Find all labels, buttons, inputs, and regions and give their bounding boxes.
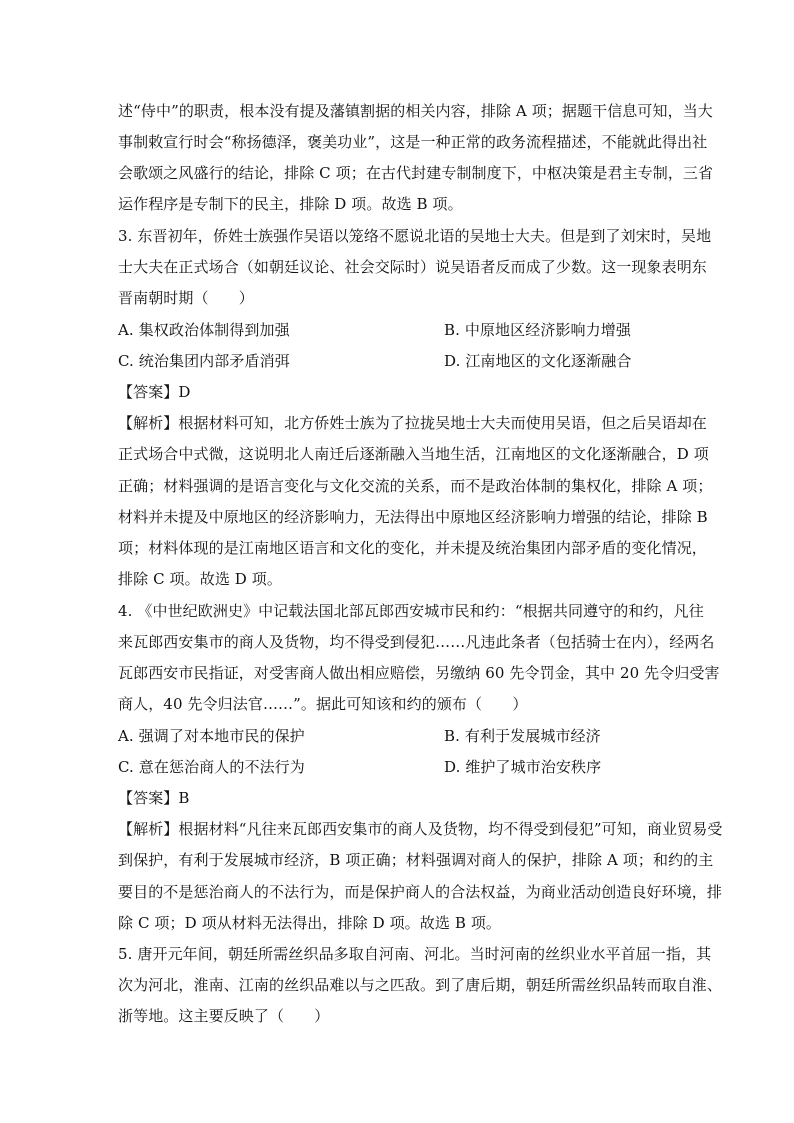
question-4-answer: 【答案】B [118,789,190,807]
question-3-analysis: 项；材料体现的是江南地区语言和文化的变化，并未提及统治集团内部矛盾的变化情况， [118,539,707,557]
intro-line: 会歌颂之风盛行的结论，排除 C 项；在古代封建专制制度下，中枢决策是君主专制，三省 [118,164,714,182]
question-4-analysis: 要目的不是惩治商人的不法行为，而是保护商人的合法权益，为商业活动创造良好环境，排 [118,883,723,901]
question-3-stem: 3. 东晋初年，侨姓士族强作吴语以笼络不愿说北语的吴地士大夫。但是到了刘宋时，吴地 [118,227,712,245]
question-3-analysis: 材料并未提及中原地区的经济影响力，无法得出中原地区经济影响力增强的结论，排除 B [118,508,708,526]
question-3-option-d: D. 江南地区的文化逐渐融合 [444,352,632,370]
question-3-answer: 【答案】D [118,383,191,401]
question-4-option-c: C. 意在惩治商人的不法行为 [118,758,305,776]
intro-line: 事制敕宣行时会“称扬德泽，褒美功业”，这是一种正常的政务流程描述，不能就此得出社 [118,133,708,151]
question-3-option-b: B. 中原地区经济影响力增强 [444,321,631,339]
question-3-analysis: 排除 C 项。故选 D 项。 [118,570,282,588]
question-4-stem: 商人，40 先令归法官……”。据此可知该和约的颁布（ ） [118,695,528,713]
question-3-stem: 晋南朝时期（ ） [118,289,254,307]
intro-line: 述“侍中”的职责，根本没有提及藩镇割据的相关内容，排除 A 项；据题干信息可知，当大 [118,102,713,120]
question-4-option-d: D. 维护了城市治安秩序 [444,758,602,776]
question-5-stem: 次为河北，淮南、江南的丝织品难以与之匹敌。到了唐后期，朝廷所需丝织品转而取自淮、 [118,976,723,994]
question-4-stem: 瓦郎西安市民指证，对受害商人做出相应赔偿，另缴纳 60 先令罚金，其中 20 先令归受害 [118,664,720,682]
question-3-analysis: 【解析】根据材料可知，北方侨姓士族为了拉拢吴地士大夫而使用吴语，但之后吴语却在 [118,414,707,432]
question-4-analysis: 除 C 项；D 项从材料无法得出，排除 D 项。故选 B 项。 [118,914,502,932]
question-3-stem: 士大夫在正式场合（如朝廷议论、社会交际时）说吴语者反而成了少数。这一现象表明东 [118,258,707,276]
question-3-analysis: 正确；材料强调的是语言变化与文化交流的关系，而不是政治体制的集权化，排除 A 项； [118,477,713,495]
question-3-analysis: 正式场合中式微，这说明北人南迁后逐渐融入当地生活，江南地区的文化逐渐融合，D 项 [118,445,709,463]
question-3-option-a: A. 集权政治体制得到加强 [118,321,290,339]
question-4-stem: 4. 《中世纪欧洲史》中记载法国北部瓦郎西安城市民和约：“根据共同遵守的和约，凡往 [118,602,704,620]
question-3-option-c: C. 统治集团内部矛盾消弭 [118,352,290,370]
question-4-stem: 来瓦郎西安集市的商人及货物，均不得受到侵犯……凡违此条者（包括骑士在内），经两名 [118,633,715,651]
question-4-option-b: B. 有利于发展城市经济 [444,727,601,745]
intro-line: 运作程序是专制下的民主，排除 D 项。故选 B 项。 [118,195,463,213]
question-5-stem: 5. 唐开元年间，朝廷所需丝织品多取自河南、河北。当时河南的丝织业水平首屈一指，其 [118,945,712,963]
question-5-stem: 浙等地。这主要反映了（ ） [118,1007,330,1025]
question-4-analysis: 【解析】根据材料“凡往来瓦郎西安集市的商人及货物，均不得受到侵犯”可知，商业贸易受 [118,820,723,838]
question-4-analysis: 到保护，有利于发展城市经济，B 项正确；材料强调对商人的保护，排除 A 项；和约的主 [118,851,714,869]
question-4-option-a: A. 强调了对本地市民的保护 [118,727,305,745]
